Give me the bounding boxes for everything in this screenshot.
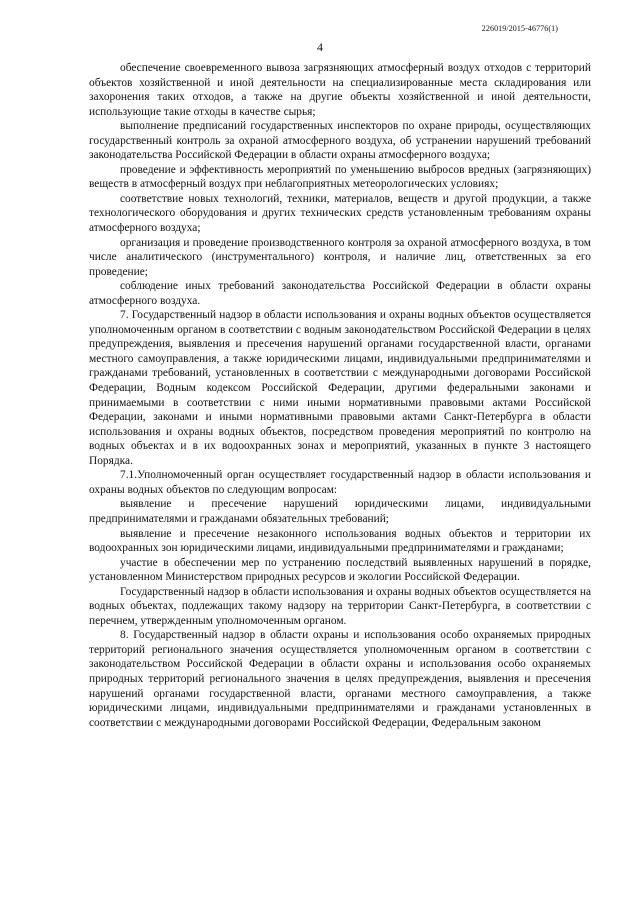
paragraph: соответствие новых технологий, техники, материалов, веществ и другой продукции, а также технологического оборудования и других технических средств установленным требованиям охраны атмосферного воздуха; (89, 192, 591, 235)
paragraph: выполнение предписаний государственных инспекторов по охране природы, осуществляющих государственный контроль за охраной атмосферного воздуха, об устранении нарушений требований законодательства Российской Федерации в области охраны атмосферного воздуха; (89, 120, 591, 162)
paragraph: организация и проведение производственного контроля за охраной атмосферного воздуха, в том числе аналитического (инструментального) контроля, и наличие лиц, ответственных за его проведение; (89, 236, 591, 278)
paragraph: выявление и пресечение нарушений юридическими лицами, индивидуальными предпринимателями и гражданами обязательных требований; (89, 498, 591, 525)
paragraph: обеспечение своевременного вывоза загрязняющих атмосферный воздух отходов с территорий объектов хозяйственной и иной деятельности на специализированные места складирования или захоронения таких отходов, а также на другие объекты хозяйственной и иной деятельности, использующие такие отходы в качестве сырья; (89, 62, 591, 118)
document-body (89, 61, 591, 730)
paragraph: 7. Государственный надзор в области использования и охраны водных объектов осуществляется уполномоченным органом в соответствии с водным законодательством Российской Федерации в целях предупреждения, выявления и пресечения нарушений органами государственной власти, органами местного самоуправления, а также юридическими лицами, индивидуальными предпринимателями и гражданами требований, установленных в соответствии с международными договорами Российской Федерации, Водным кодексом Российской Федерации, другими федеральными законами и принимаемыми в соответствии с ними иными нормативными правовыми актами Российской Федерации, законами и иными нормативными правовыми актами Санкт-Петербурга в области использования и охраны водных объектов, посредством проведения мероприятий по контролю на водных объектах и в их водоохранных зонах и мероприятий, указанных в пункте 3 настоящего Порядка. (89, 309, 591, 467)
paragraph: проведение и эффективность мероприятий по уменьшению выбросов вредных (загрязняющих) веществ в атмосферный воздух при неблагоприятных метеорологических условиях; (89, 163, 591, 191)
paragraph: 8. Государственный надзор в области охраны и использования особо охраняемых природных территорий регионального значения осуществляется уполномоченным органом в соответствии с законодательством Российской Федерации в области охраны и использования особо охраняемых природных территорий регионального значения в целях предупреждения, выявления и пресечения нарушений органами государственной власти, органами местного самоуправления, а также юридическими лицами, индивидуальными предпринимателями и гражданами установленных в соответствии с международными договорами Российской Федерации, Федеральным законом (89, 629, 591, 729)
page-number: 4 (317, 40, 323, 54)
paragraph: участие в обеспечении мер по устранению последствий выявленных нарушений в порядке, установленном Министерством природных ресурсов и экологии Российской Федерации. (89, 556, 591, 584)
paragraph: соблюдение иных требований законодательства Российской Федерации в области охраны атмосферного воздуха. (89, 280, 591, 307)
paragraph: выявление и пресечение незаконного использования водных объектов и территории их водоохранных зон юридическими лицами, индивидуальными предпринимателями и гражданами; (89, 527, 591, 555)
document-id: 226019/2015-46776(1) (481, 24, 558, 33)
paragraph: 7.1.Уполномоченный орган осуществляет государственный надзор в области использования и охраны водных объектов по следующим вопросам: (89, 469, 591, 496)
paragraph: Государственный надзор в области использования и охраны водных объектов осуществляется на водных объектах, подлежащих такому надзору на территории Санкт-Петербурга, в соответствии с перечнем, утвержденным уполномоченным органом. (89, 585, 591, 627)
